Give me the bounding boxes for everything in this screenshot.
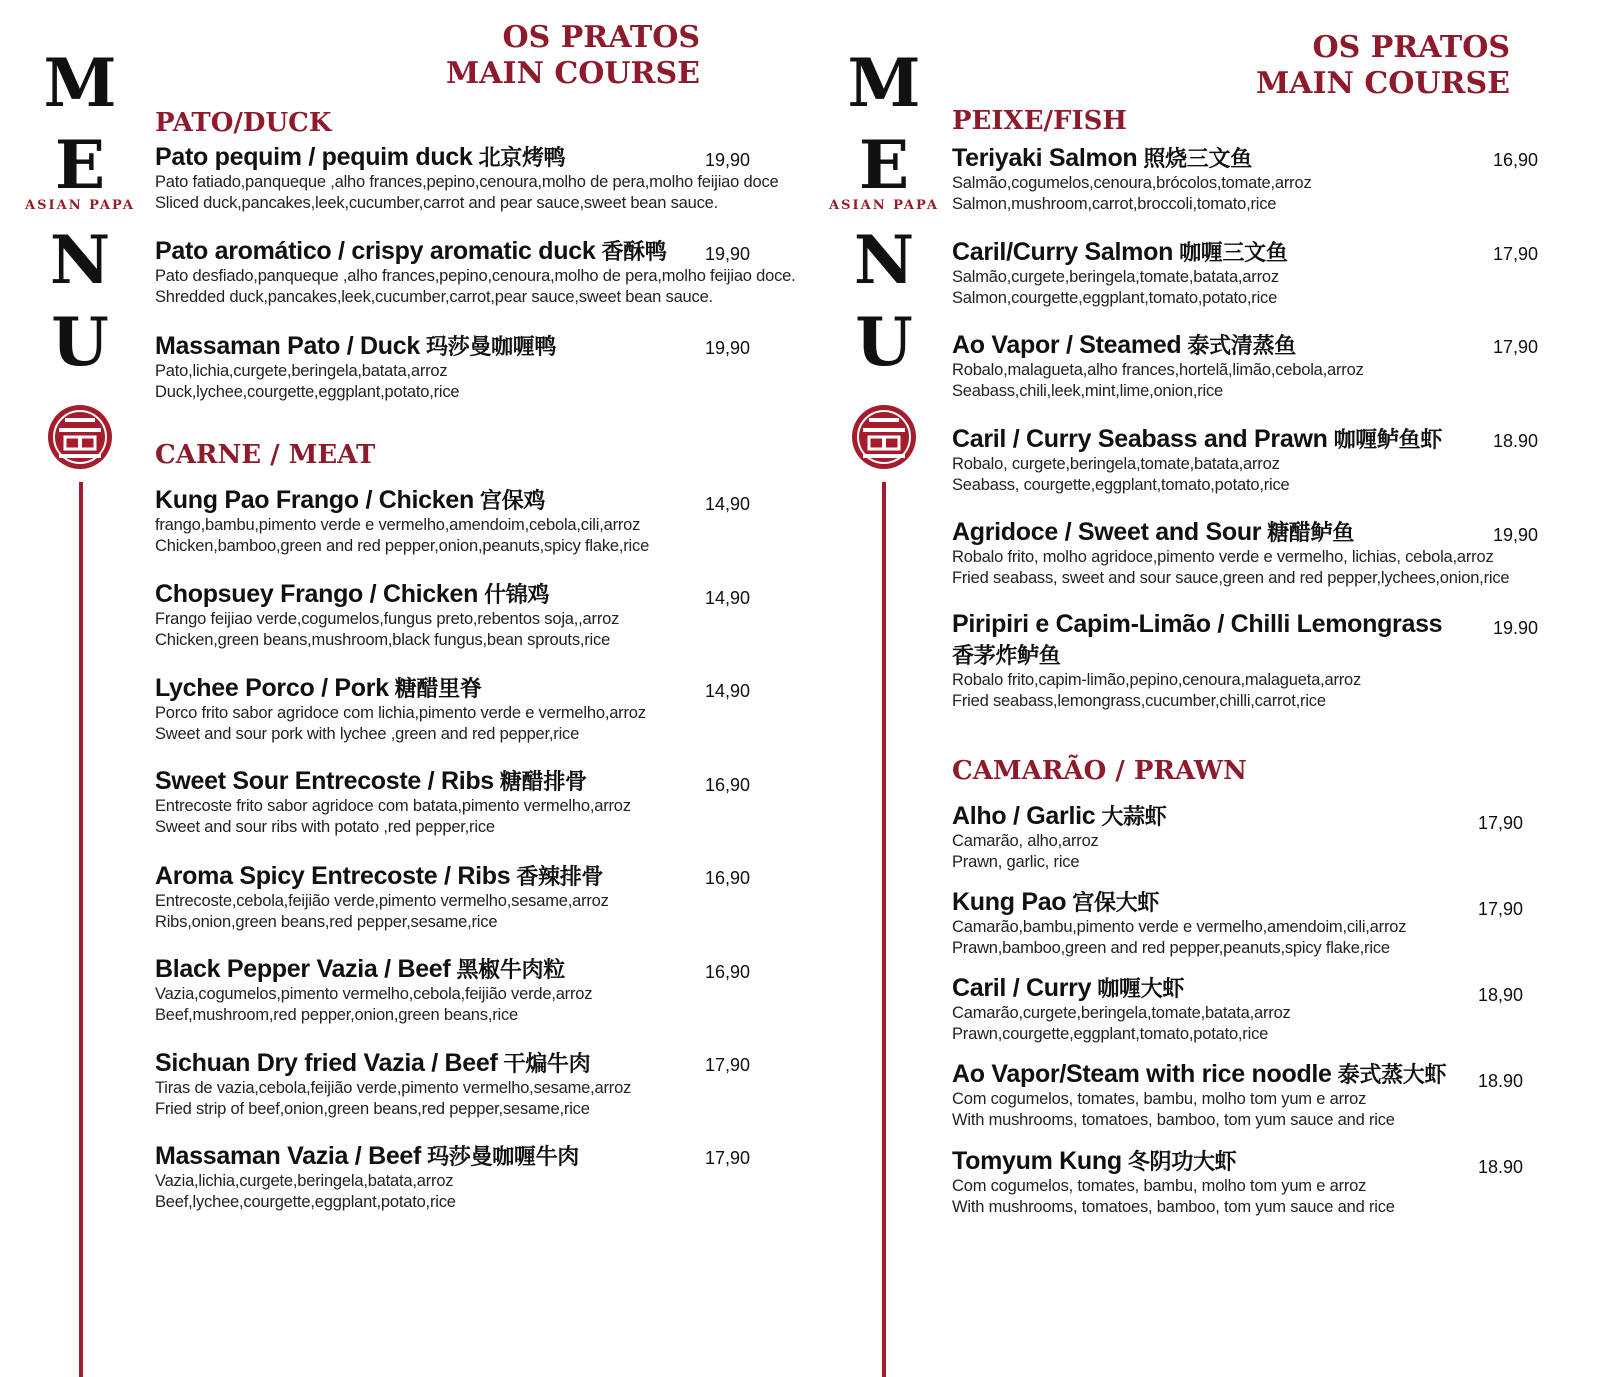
menu-item — [952, 1058, 1446, 1131]
item-name: Teriyaki Salmon — [952, 144, 1138, 172]
menu-item — [952, 142, 1312, 215]
item-price: 18,90 — [1478, 985, 1524, 1005]
menu-item — [952, 329, 1364, 402]
spine-letter-e: E — [54, 126, 106, 204]
menu-item — [155, 330, 556, 403]
item-price: 17,90 — [1478, 899, 1524, 919]
section-title-prawn: CAMARÃO / PRAWN — [952, 756, 1247, 786]
menu-item — [952, 610, 1442, 712]
menu-spine — [824, 44, 944, 391]
menu-item — [952, 1145, 1395, 1218]
item-description-pt: Pato desfiado,panqueque ,alho frances,pepino,cenoura,molho de pera,molho feijiao doce. — [155, 267, 796, 285]
item-name: Caril / Curry Seabass and Prawn — [952, 425, 1328, 453]
item-description-en: Sliced duck,pancakes,leek,cucumber,carrot and pear sauce,sweet bean sauce. — [155, 194, 719, 212]
spine-letter-n: N — [853, 221, 915, 299]
menu-item — [155, 1047, 631, 1120]
item-chinese-name: 宫保鸡 — [479, 488, 546, 514]
item-name: Piripiri e Capim-Limão / Chilli Lemongrass — [952, 610, 1443, 638]
item-price: 17,90 — [705, 1055, 751, 1075]
menu-item — [155, 235, 796, 308]
item-description-en: With mushrooms, tomatoes, bamboo, tom yum sauce and rice — [952, 1111, 1395, 1129]
item-description-en: Seabass, courgette,eggplant,tomato,potato,rice — [952, 476, 1290, 494]
item-description-pt: Camarão,bambu,pimento verde e vermelho,amendoim,cili,arroz — [952, 918, 1407, 936]
item-name: Ao Vapor/Steam with rice noodle — [952, 1060, 1332, 1088]
item-chinese-name: 糖醋排骨 — [499, 769, 587, 795]
item-chinese-name: 玛莎曼咖喱鸭 — [425, 334, 557, 360]
item-description-en: Prawn,bamboo,green and red pepper,peanuts,spicy flake,rice — [952, 939, 1390, 957]
menu-item — [155, 484, 649, 557]
item-chinese-name: 干煸牛肉 — [503, 1051, 591, 1077]
menu-item — [952, 236, 1288, 309]
section-title-meat: CARNE / MEAT — [155, 440, 376, 470]
item-chinese-name: 泰式清蒸鱼 — [1187, 333, 1296, 359]
item-description-pt: frango,bambu,pimento verde e vermelho,amendoim,cebola,cili,arroz — [155, 516, 641, 534]
item-chinese-name: 香茅炸鲈鱼 — [952, 643, 1061, 669]
item-name: Lychee Porco / Pork — [155, 674, 389, 702]
header-line-1: OS PRATOS — [502, 20, 700, 55]
item-description-pt: Camarão, alho,arroz — [952, 832, 1099, 850]
item-description-en: Chicken,green beans,mushroom,black fungus,bean sprouts,rice — [155, 631, 611, 649]
item-chinese-name: 北京烤鸭 — [478, 145, 566, 171]
item-chinese-name: 香辣排骨 — [516, 864, 604, 890]
spine-letter-n: N — [49, 221, 111, 299]
menu-item — [952, 972, 1291, 1045]
item-name: Aroma Spicy Entrecoste / Ribs — [155, 862, 511, 890]
item-price: 14,90 — [705, 681, 751, 701]
item-description-en: Chicken,bamboo,green and red pepper,onion,peanuts,spicy flake,rice — [155, 537, 650, 555]
item-name: Caril/Curry Salmon — [952, 238, 1174, 266]
item-price: 18.90 — [1493, 431, 1539, 451]
item-price: 16,90 — [705, 868, 751, 888]
item-name: Alho / Garlic — [952, 802, 1096, 830]
item-description-pt: Entrecoste,cebola,feijião verde,pimento vermelho,sesame,arroz — [155, 892, 609, 910]
item-description-en: Beef,mushroom,red pepper,onion,green beans,rice — [155, 1006, 519, 1024]
item-price: 14,90 — [705, 494, 751, 514]
menu-item — [155, 953, 592, 1026]
spine-line — [79, 482, 83, 1377]
menu-item — [155, 672, 646, 745]
item-description-pt: Tiras de vazia,cebola,feijião verde,pimento vermelho,sesame,arroz — [155, 1079, 632, 1097]
item-description-en: Fried seabass,lemongrass,cucumber,chilli,carrot,rice — [952, 692, 1326, 710]
item-description-pt: Porco frito sabor agridoce com lichia,pimento verde e vermelho,arroz — [155, 704, 646, 722]
spine-letter-m: M — [43, 44, 117, 122]
item-description-en: Shredded duck,pancakes,leek,cucumber,carrot,pear sauce,sweet bean sauce. — [155, 288, 713, 306]
item-price: 19,90 — [705, 150, 751, 170]
item-description-pt: Pato,lichia,curgete,beringela,batata,arroz — [155, 362, 448, 380]
item-description-en: Fried strip of beef,onion,green beans,red pepper,sesame,rice — [155, 1100, 590, 1118]
item-description-en: Fried seabass, sweet and sour sauce,green and red pepper,lychees,onion,rice — [952, 569, 1510, 587]
item-chinese-name: 糖醋鲈鱼 — [1267, 520, 1355, 546]
item-chinese-name: 泰式蒸大虾 — [1337, 1062, 1447, 1088]
item-price: 19.90 — [1493, 618, 1539, 638]
spine-letter-e: E — [858, 126, 910, 204]
item-name: Caril / Curry — [952, 974, 1092, 1002]
item-description-pt: Vazia,cogumelos,pimento vermelho,cebola,feijião verde,arroz — [155, 985, 593, 1003]
header-line-2: MAIN COURSE — [445, 56, 700, 91]
item-name: Massaman Pato / Duck — [155, 332, 420, 360]
item-description-pt: Robalo frito, molho agridoce,pimento verde e vermelho, lichias, cebola,arroz — [952, 548, 1494, 566]
section-title-fish: PEIXE/FISH — [952, 106, 1127, 136]
item-description-pt: Camarão,curgete,beringela,tomate,batata,arroz — [952, 1004, 1291, 1022]
header-line-1: OS PRATOS — [1312, 30, 1510, 65]
item-name: Chopsuey Frango / Chicken — [155, 580, 479, 608]
item-chinese-name: 咖喱鲈鱼虾 — [1333, 427, 1443, 453]
menu-item — [952, 516, 1509, 589]
item-description-en: Ribs,onion,green beans,red pepper,sesame,rice — [155, 913, 498, 931]
item-price: 19,90 — [705, 244, 751, 264]
item-description-en: Seabass,chili,leek,mint,lime,onion,rice — [952, 382, 1223, 400]
item-price: 17,90 — [1493, 337, 1539, 357]
item-description-pt: Com cogumelos, tomates, bambu, molho tom yum e arroz — [952, 1090, 1367, 1108]
item-description-pt: Robalo,malagueta,alho frances,hortelã,limão,cebola,arroz — [952, 361, 1364, 379]
item-description-pt: Robalo frito,capim-limão,pepino,cenoura,malagueta,arroz — [952, 671, 1362, 689]
item-price: 17,90 — [1493, 244, 1539, 264]
item-chinese-name: 冬阴功大虾 — [1127, 1149, 1237, 1175]
section-title-duck: PATO/DUCK — [155, 108, 332, 138]
emblem-icon — [45, 402, 115, 472]
item-description-pt: Frango feijiao verde,cogumelos,fungus preto,rebentos soja,,arroz — [155, 610, 620, 628]
item-description-pt: Robalo, curgete,beringela,tomate,batata,arroz — [952, 455, 1280, 473]
item-name: Kung Pao Frango / Chicken — [155, 486, 474, 514]
item-name: Pato aromático / crispy aromatic duck — [155, 237, 596, 265]
brand-name: ASIAN PAPA — [829, 198, 939, 213]
item-name: Sweet Sour Entrecoste / Ribs — [155, 767, 494, 795]
item-description-en: Beef,lychee,courgette,eggplant,potato,rice — [155, 1193, 456, 1211]
item-name: Pato pequim / pequim duck — [155, 143, 473, 171]
spine-letter-u: U — [51, 303, 109, 381]
item-chinese-name: 宫保大虾 — [1072, 890, 1160, 916]
item-name: Agridoce / Sweet and Sour — [952, 518, 1262, 546]
item-price: 18.90 — [1478, 1071, 1524, 1091]
spine-line — [882, 482, 886, 1377]
page-header — [446, 20, 700, 92]
item-price: 19,90 — [705, 338, 751, 358]
item-chinese-name: 咖喱三文鱼 — [1179, 240, 1288, 266]
item-description-en: Prawn, garlic, rice — [952, 853, 1080, 871]
item-name: Kung Pao — [952, 888, 1067, 916]
spine-letter-m: M — [847, 44, 921, 122]
item-description-pt: Com cogumelos, tomates, bambu, molho tom yum e arroz — [952, 1177, 1367, 1195]
item-price: 16,90 — [705, 962, 751, 982]
item-name: Ao Vapor / Steamed — [952, 331, 1182, 359]
item-chinese-name: 香酥鸭 — [601, 239, 667, 265]
item-chinese-name: 什锦鸡 — [484, 582, 550, 608]
item-chinese-name: 黑椒牛肉粒 — [456, 957, 565, 983]
menu-item — [952, 423, 1442, 496]
item-price: 17,90 — [705, 1148, 751, 1168]
item-description-en: With mushrooms, tomatoes, bamboo, tom yum sauce and rice — [952, 1198, 1395, 1216]
item-price: 17,90 — [1478, 813, 1524, 833]
item-price: 19,90 — [1493, 525, 1539, 545]
menu-item — [155, 1140, 579, 1213]
item-description-pt: Salmão,curgete,beringela,tomate,batata,arroz — [952, 268, 1279, 286]
item-price: 16,90 — [705, 775, 751, 795]
item-description-en: Sweet and sour ribs with potato ,red pepper,rice — [155, 818, 495, 836]
item-description-en: Duck,lychee,courgette,eggplant,potato,rice — [155, 383, 460, 401]
emblem-icon — [849, 402, 919, 472]
item-price: 18.90 — [1478, 1157, 1524, 1177]
item-description-pt: Pato fatiado,panqueque ,alho frances,pepino,cenoura,molho de pera,molho feijiao doce — [155, 173, 779, 191]
item-description-en: Sweet and sour pork with lychee ,green and red pepper,rice — [155, 725, 580, 743]
item-description-pt: Salmão,cogumelos,cenoura,brócolos,tomate,arroz — [952, 174, 1312, 192]
menu-spine — [20, 44, 140, 391]
item-description-pt: Vazia,lichia,curgete,beringela,batata,arroz — [155, 1172, 454, 1190]
item-chinese-name: 大蒜虾 — [1101, 804, 1167, 830]
item-price: 16,90 — [1493, 150, 1539, 170]
item-description-pt: Entrecoste frito sabor agridoce com batata,pimento vermelho,arroz — [155, 797, 631, 815]
menu-item — [155, 578, 619, 651]
menu-item — [952, 800, 1166, 873]
brand-name: ASIAN PAPA — [25, 198, 135, 213]
item-chinese-name: 玛莎曼咖喱牛肉 — [427, 1144, 579, 1170]
item-name: Black Pepper Vazia / Beef — [155, 955, 451, 983]
item-description-en: Prawn,courgette,eggplant,tomato,potato,rice — [952, 1025, 1269, 1043]
menu-item — [155, 141, 779, 214]
menu-item — [155, 765, 631, 838]
item-description-en: Salmon,mushroom,carrot,broccoli,tomato,rice — [952, 195, 1277, 213]
item-name: Tomyum Kung — [952, 1147, 1122, 1175]
item-name: Sichuan Dry fried Vazia / Beef — [155, 1049, 498, 1077]
menu-item — [952, 886, 1406, 959]
spine-letter-u: U — [855, 303, 913, 381]
menu-page-right — [800, 0, 1600, 1377]
item-chinese-name: 糖醋里脊 — [394, 676, 482, 702]
item-description-en: Salmon,courgette,eggplant,tomato,potato,rice — [952, 289, 1278, 307]
page-header — [1256, 30, 1510, 102]
item-chinese-name: 照烧三文鱼 — [1143, 146, 1252, 172]
menu-item — [155, 860, 609, 933]
header-line-2: MAIN COURSE — [1255, 66, 1510, 101]
item-chinese-name: 咖喱大虾 — [1097, 976, 1185, 1002]
item-price: 14,90 — [705, 588, 751, 608]
item-name: Massaman Vazia / Beef — [155, 1142, 422, 1170]
